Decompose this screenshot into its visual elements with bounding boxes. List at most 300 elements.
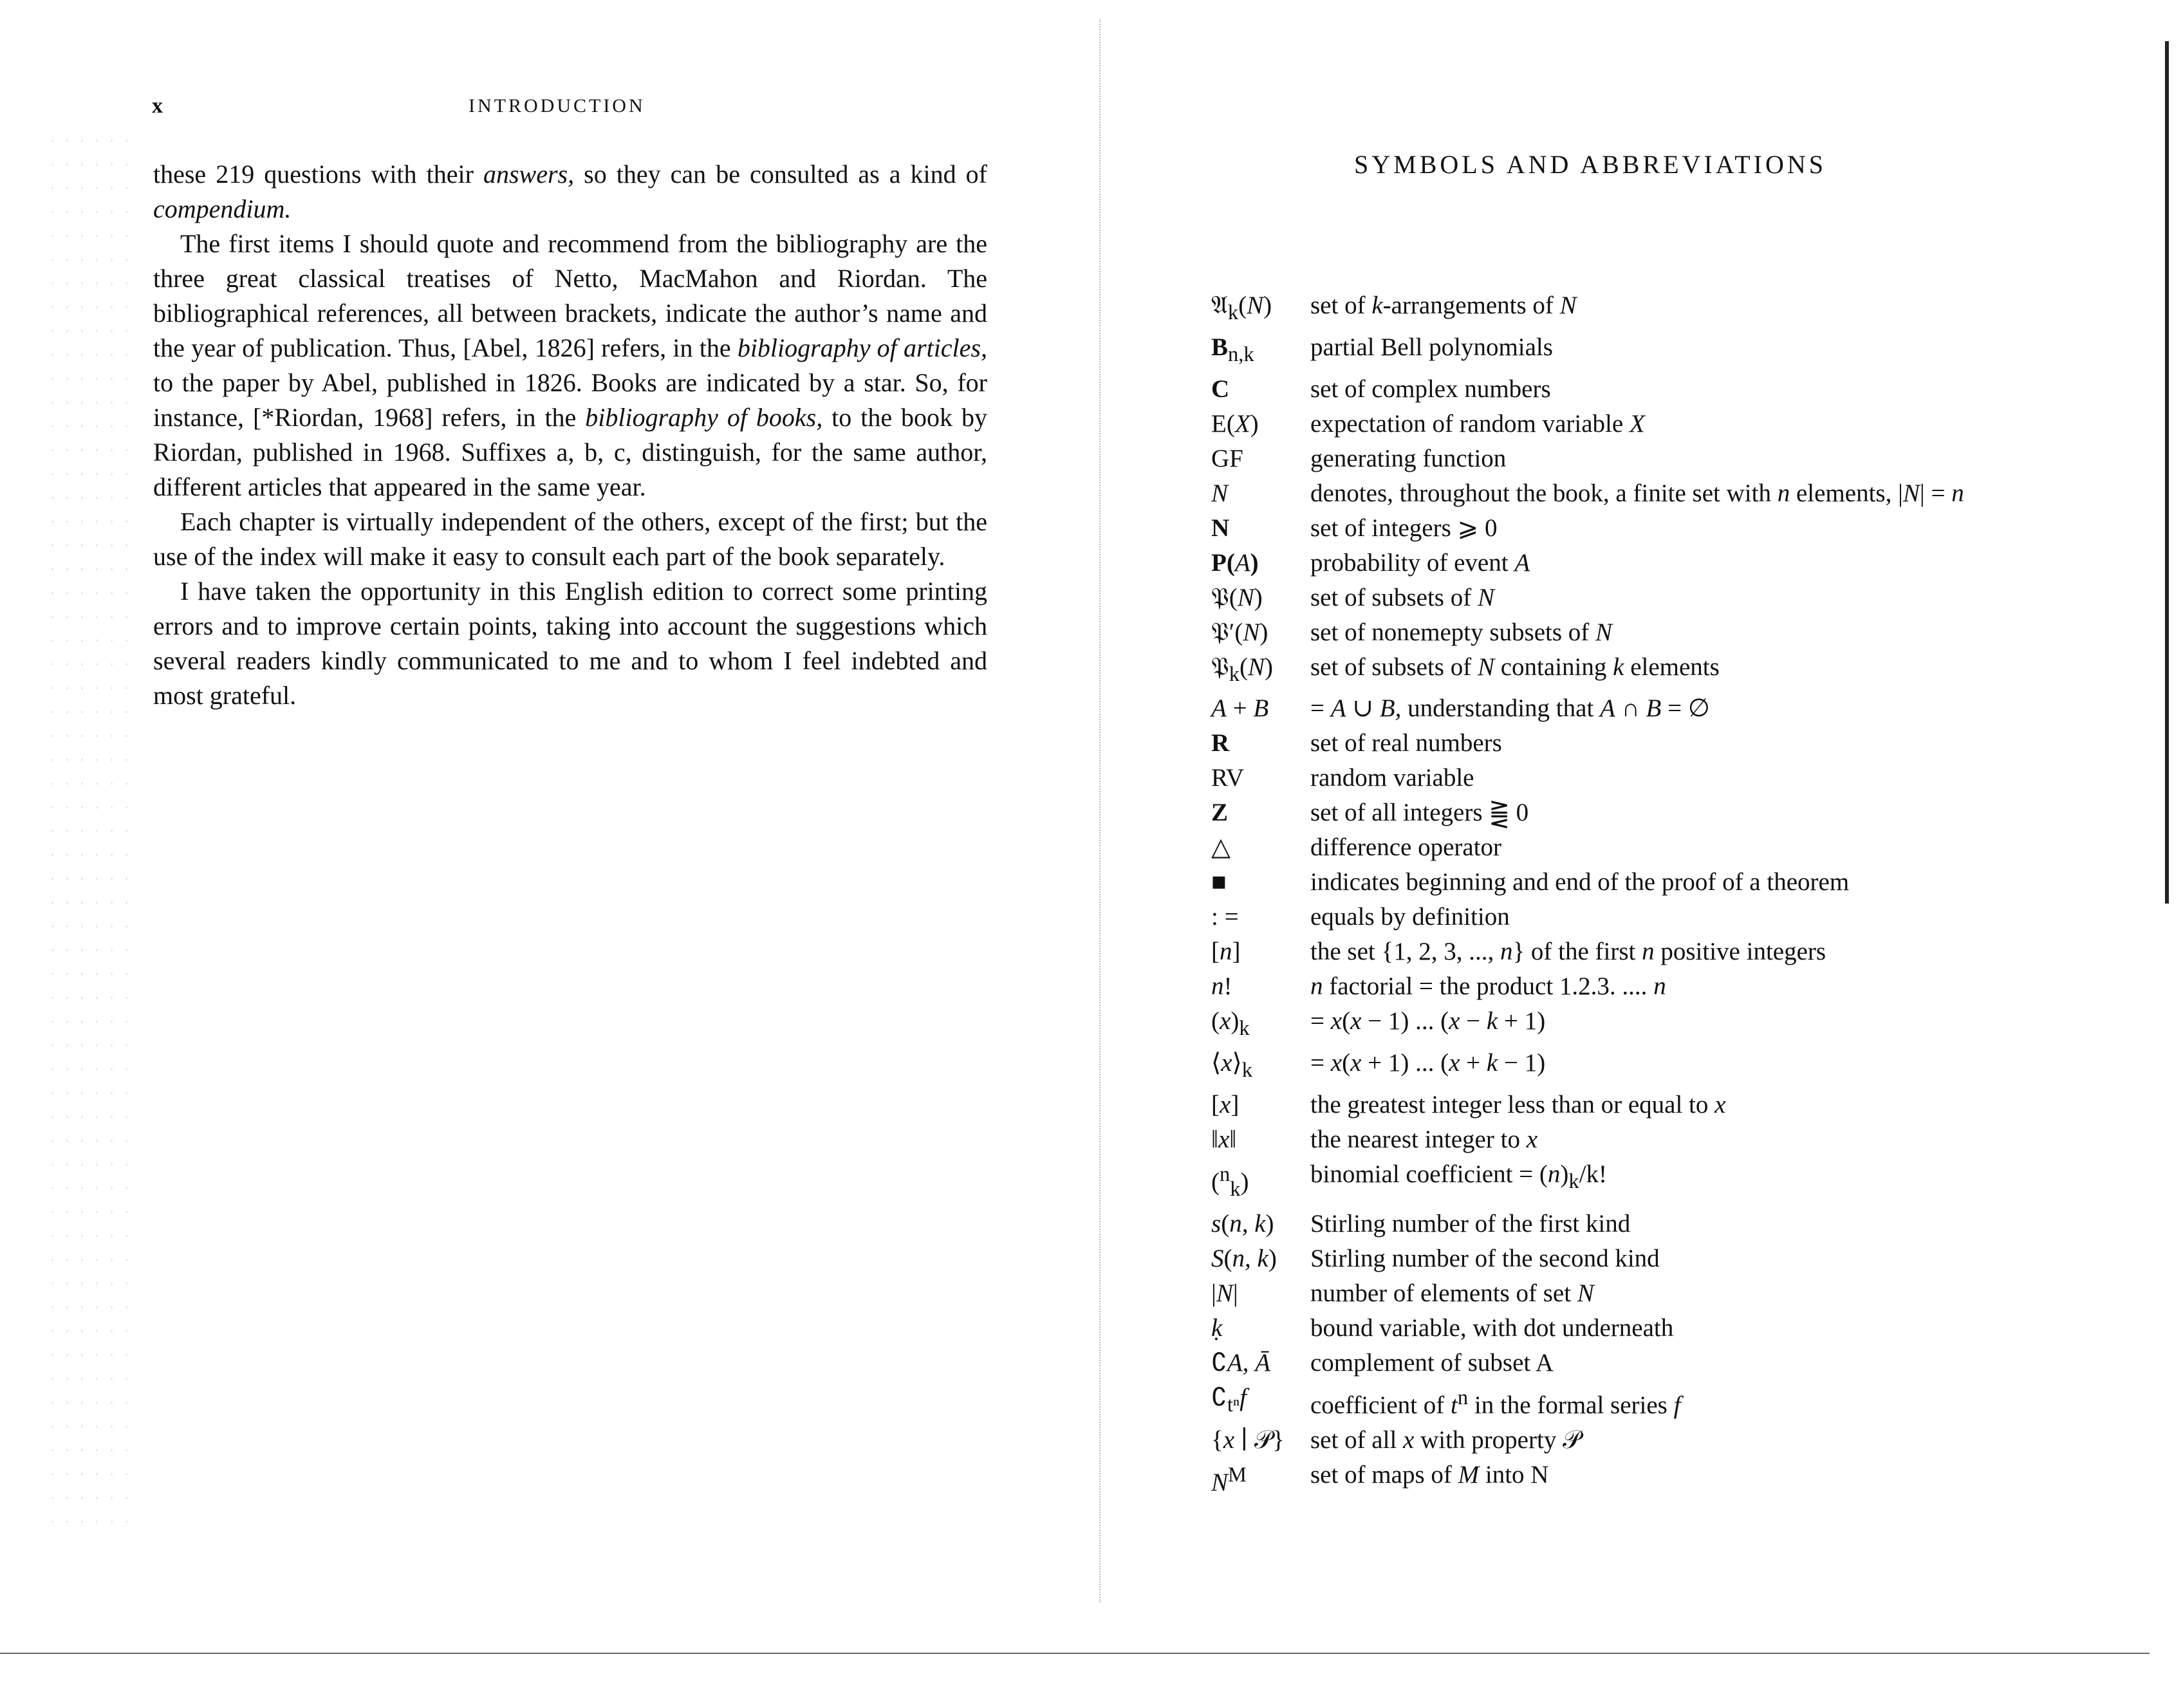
- page-edge: [2165, 41, 2169, 904]
- symbol-row: [1209, 1458, 1964, 1500]
- symbol-definition: [1310, 1458, 1964, 1500]
- text-run: the greatest integer less than or equal to: [1310, 1090, 1715, 1119]
- text-run: 𝔓(: [1211, 583, 1238, 611]
- symbol: [1209, 372, 1310, 407]
- text-run: x: [1223, 1425, 1235, 1454]
- symbols-table: [1209, 288, 1964, 1500]
- text-run: x: [1220, 1090, 1231, 1119]
- text-run: R: [1211, 729, 1230, 757]
- text-run: understanding that: [1401, 694, 1601, 723]
- symbol: [1209, 934, 1310, 969]
- text-run: elements, |: [1790, 479, 1903, 507]
- symbol-definition: [1310, 1276, 1964, 1311]
- scan-bottom-edge: [0, 1653, 2150, 1654]
- text-run: X: [1629, 409, 1645, 438]
- text-run: t: [1451, 1391, 1458, 1419]
- text-run: (: [1221, 1209, 1230, 1238]
- text-run: set of real numbers: [1310, 729, 1502, 757]
- symbol-row: [1209, 1157, 1964, 1207]
- text-run: k: [1568, 1169, 1579, 1193]
- text-run: | =: [1919, 479, 1952, 507]
- symbol-row: [1209, 900, 1964, 934]
- text-run: k: [1230, 1177, 1241, 1201]
- text-run: k: [1239, 1017, 1250, 1041]
- text-run: ): [1265, 653, 1274, 681]
- section-title: SYMBOLS AND ABBREVIATIONS: [1354, 150, 1826, 179]
- text-run: [: [1211, 1090, 1220, 1119]
- symbol-row: [1209, 761, 1964, 795]
- text-run: GF: [1211, 444, 1243, 472]
- text-run: bibliography of books,: [585, 403, 823, 432]
- text-run: complement of subset A: [1310, 1348, 1554, 1377]
- text-run: x: [1330, 1007, 1342, 1035]
- text-run: =: [1310, 1049, 1331, 1077]
- text-run: f: [1240, 1383, 1247, 1411]
- text-run: +: [1460, 1049, 1487, 1077]
- text-run: probability of event: [1310, 548, 1515, 577]
- text-run: ∁: [1211, 1348, 1227, 1377]
- text-run: k: [1371, 292, 1383, 319]
- text-run: x: [1221, 1049, 1232, 1077]
- text-run: RV: [1211, 764, 1245, 792]
- text-run: s: [1211, 1209, 1222, 1238]
- text-run: to the paper by Abel, published in 1826. Books are indicated by a star. So, for instance, [*Riordan, 1968] refers, in the: [153, 368, 987, 432]
- text-run: N: [1477, 653, 1494, 681]
- text-run: n: [1951, 479, 1964, 507]
- text-run: set of all integers ⪌ 0: [1310, 799, 1529, 827]
- text-run: N: [1211, 514, 1230, 542]
- right-page: [1094, 0, 2183, 1673]
- text-run: /k!: [1579, 1160, 1607, 1188]
- text-run: N: [1247, 292, 1264, 319]
- text-run: 𝔄: [1211, 292, 1228, 319]
- text-run: N: [1595, 618, 1613, 646]
- text-run: ): [1265, 1209, 1274, 1238]
- text-run: B,: [1379, 694, 1402, 723]
- text-run: B: [1211, 333, 1229, 361]
- symbol-definition: [1310, 691, 1964, 726]
- text-run: The first items I should quote and recommend from the bibliography are the three great classical treatises of Netto, MacMahon and Riordan. The bibliographical references, all between brackets, indicate the author’s name and the year of publication. Thus, [Abel, 1826] refers, in the: [153, 229, 987, 362]
- symbol-row: [1209, 372, 1964, 407]
- symbol: [1209, 900, 1310, 934]
- symbol: [1209, 1157, 1310, 1207]
- text-run: k: [1486, 1049, 1498, 1077]
- text-run: (: [1211, 1167, 1220, 1196]
- symbol-definition: [1310, 1346, 1964, 1380]
- symbol-row: [1209, 580, 1964, 615]
- symbol: [1209, 1276, 1310, 1311]
- text-run: x: [1330, 1049, 1342, 1077]
- text-run: Stirling number of the first kind: [1310, 1209, 1631, 1238]
- text-run: binomial coefficient = (: [1310, 1160, 1548, 1188]
- symbol-row: [1209, 441, 1964, 476]
- symbol: [1209, 476, 1310, 511]
- text-run: ∁: [1211, 1383, 1227, 1411]
- text-run: 𝔓′(: [1211, 618, 1243, 646]
- symbol: [1209, 1423, 1310, 1458]
- text-run: containing: [1494, 653, 1613, 681]
- text-run: set of all: [1310, 1425, 1404, 1454]
- text-run: n: [1500, 938, 1513, 966]
- symbol-definition: [1310, 511, 1964, 546]
- text-run: k: [1486, 1007, 1498, 1035]
- symbol-row: [1209, 511, 1964, 546]
- symbol-definition: [1310, 288, 1964, 330]
- symbol-definition: [1310, 650, 1964, 692]
- text-run: N: [1477, 583, 1494, 611]
- text-run: to the book by Riordan, published in 1968. Suffixes a, b, c, distinguish, for the same author, different articles that appeared in the same year.: [153, 403, 987, 501]
- text-run: set of integers ⩾ 0: [1310, 514, 1498, 542]
- text-run: N: [1243, 618, 1260, 646]
- text-run: x: [1526, 1125, 1538, 1153]
- text-run: (: [1238, 292, 1247, 319]
- symbol-row: [1209, 691, 1964, 726]
- text-run: (: [1342, 1007, 1351, 1035]
- symbol-row: [1209, 1346, 1964, 1380]
- symbol: [1209, 691, 1310, 726]
- text-run: ■: [1211, 868, 1227, 896]
- text-run: ): [1263, 292, 1272, 319]
- symbol-definition: [1310, 1088, 1964, 1122]
- symbol: [1209, 865, 1310, 900]
- text-run: factorial = the product 1.2.3. ....: [1323, 972, 1654, 1001]
- text-run: n, k: [1232, 1244, 1268, 1272]
- symbol-row: [1209, 330, 1964, 372]
- symbols-table-body: [1209, 288, 1964, 1500]
- text-run: x: [1350, 1049, 1362, 1077]
- text-run: Stirling number of the second kind: [1310, 1244, 1660, 1272]
- symbol: [1209, 1346, 1310, 1380]
- symbol-row: [1209, 1046, 1964, 1088]
- text-run: M: [1458, 1460, 1480, 1489]
- symbol: [1209, 1207, 1310, 1241]
- text-run: (: [1211, 1007, 1220, 1035]
- symbol-row: [1209, 615, 1964, 650]
- text-run: − 1): [1498, 1049, 1546, 1077]
- text-run: difference operator: [1310, 833, 1502, 862]
- text-run: ): [1250, 548, 1259, 577]
- text-run: ⟨: [1211, 1049, 1222, 1077]
- text-run: S: [1211, 1244, 1224, 1272]
- text-run: =: [1310, 694, 1331, 723]
- text-run: = ∅: [1661, 694, 1710, 723]
- text-run: N: [1248, 653, 1265, 681]
- left-page: [0, 0, 1094, 1673]
- text-run: !: [1223, 972, 1232, 1001]
- text-run: N: [1211, 479, 1229, 507]
- text-run: k: [1227, 301, 1239, 324]
- symbol: [1209, 1380, 1310, 1423]
- symbol: [1209, 1311, 1310, 1346]
- text-run: k: [1613, 653, 1624, 681]
- text-run: ): [1268, 1244, 1277, 1272]
- text-run: tⁿ: [1227, 1393, 1240, 1416]
- text-run: n: [1777, 479, 1790, 507]
- symbol-definition: [1310, 761, 1964, 795]
- symbol-row: [1209, 1311, 1964, 1346]
- symbol: [1209, 330, 1310, 372]
- symbol: [1209, 407, 1310, 441]
- text-run: A: [1514, 548, 1530, 577]
- symbol-definition: [1310, 1423, 1964, 1458]
- symbol: [1209, 761, 1310, 795]
- text-run: =: [1310, 1007, 1331, 1035]
- text-run: |: [1232, 1279, 1238, 1307]
- symbol-row: [1209, 476, 1964, 511]
- text-run: bound variable, with dot underneath: [1310, 1313, 1674, 1342]
- symbol-row: [1209, 1207, 1964, 1241]
- text-run: n: [1653, 972, 1666, 1001]
- paragraph-chapters: [153, 505, 987, 574]
- text-run: ): [1240, 1167, 1249, 1196]
- symbol: [1209, 969, 1310, 1004]
- symbol-row: [1209, 830, 1964, 865]
- text-run: equals by definition: [1310, 903, 1510, 931]
- text-run: ): [1231, 1007, 1240, 1035]
- text-run: ): [1250, 409, 1259, 438]
- text-run: n: [1642, 938, 1655, 966]
- symbol-row: [1209, 1380, 1964, 1423]
- symbol-definition: [1310, 1311, 1964, 1346]
- symbol-row: [1209, 407, 1964, 441]
- symbol: [1209, 1088, 1310, 1122]
- text-run: − 1) ... (: [1361, 1007, 1449, 1035]
- text-run: generating function: [1310, 444, 1507, 472]
- text-run: I have taken the opportunity in this English edition to correct some printing errors and to improve certain points, taking into account the suggestions which several readers kindly communicated to me and to whom I feel indebted and most grateful.: [153, 577, 987, 710]
- symbol: [1209, 580, 1310, 615]
- text-run: B: [1646, 694, 1662, 723]
- text-run: A: [1600, 694, 1615, 723]
- text-run: {: [1211, 1425, 1223, 1454]
- text-run: x: [1218, 1125, 1230, 1153]
- symbol: [1209, 441, 1310, 476]
- text-run: coefficient of: [1310, 1391, 1451, 1419]
- text-run: N: [1237, 583, 1254, 611]
- text-run: the set {1, 2, 3, ...,: [1310, 938, 1500, 966]
- text-run: set of subsets of: [1310, 653, 1478, 681]
- symbol: [1209, 1004, 1310, 1046]
- text-run: ‖: [1211, 1125, 1218, 1153]
- symbol: [1209, 511, 1310, 546]
- text-run: k: [1229, 662, 1240, 686]
- text-run: (: [1240, 653, 1249, 681]
- text-run: N: [1216, 1279, 1233, 1307]
- text-run: with property 𝒫: [1414, 1425, 1581, 1454]
- page-number: x: [152, 94, 163, 118]
- text-run: x: [1714, 1090, 1726, 1119]
- text-run: A: [1211, 694, 1227, 723]
- text-run: ⟩: [1232, 1049, 1242, 1077]
- text-run: set of: [1310, 292, 1372, 319]
- symbol-definition: [1310, 1207, 1964, 1241]
- text-run: f: [1673, 1391, 1681, 1419]
- symbol-row: [1209, 1423, 1964, 1458]
- symbol-row: [1209, 1088, 1964, 1122]
- symbol-definition: [1310, 934, 1964, 969]
- text-run: the nearest integer to: [1310, 1125, 1527, 1153]
- text-run: n, k: [1229, 1209, 1266, 1238]
- text-run: into N: [1479, 1460, 1549, 1489]
- text-run: n: [1547, 1160, 1561, 1188]
- text-run: Z: [1211, 799, 1229, 827]
- symbol-definition: [1310, 726, 1964, 761]
- text-run: so they can be consulted as a kind of: [574, 160, 987, 189]
- symbol-row: [1209, 650, 1964, 692]
- symbol-definition: [1310, 407, 1964, 441]
- text-run: random variable: [1310, 764, 1474, 792]
- text-run: set of nonemepty subsets of: [1310, 618, 1596, 646]
- symbol-definition: [1310, 1380, 1964, 1423]
- text-run: △: [1211, 833, 1231, 862]
- symbol: [1209, 830, 1310, 865]
- symbol-definition: [1310, 580, 1964, 615]
- text-run: E(: [1211, 409, 1235, 438]
- text-run: x: [1220, 1007, 1231, 1035]
- symbol-row: [1209, 1122, 1964, 1157]
- text-run: +: [1226, 694, 1254, 723]
- symbol-row: [1209, 1241, 1964, 1276]
- text-run: N: [1577, 1279, 1594, 1307]
- text-run: indicates beginning and end of the proof of a theorem: [1310, 868, 1850, 896]
- symbol-row: [1209, 288, 1964, 330]
- symbol-definition: [1310, 1241, 1964, 1276]
- text-run: positive integers: [1654, 938, 1826, 966]
- symbol-definition: [1310, 476, 1964, 511]
- symbol-definition: [1310, 900, 1964, 934]
- text-run: Each chapter is virtually independent of the others, except of the first; but the use of the index will make it easy to consult each part of the book separately.: [153, 507, 987, 571]
- text-run: n: [1220, 938, 1232, 966]
- text-run: A, Ā: [1227, 1348, 1270, 1377]
- text-run: P(: [1211, 548, 1235, 577]
- text-run: } of the first: [1512, 938, 1642, 966]
- symbol-row: [1209, 546, 1964, 580]
- symbol: [1209, 615, 1310, 650]
- symbol-definition: [1310, 615, 1964, 650]
- text-run: number of elements of set: [1310, 1279, 1577, 1307]
- symbol-definition: [1310, 795, 1964, 830]
- paragraph-compendium: [153, 157, 987, 227]
- text-run: n: [1220, 1162, 1231, 1186]
- symbol: [1209, 726, 1310, 761]
- text-run: ): [1254, 583, 1263, 611]
- text-run: A: [1234, 548, 1250, 577]
- text-run: N: [1211, 1468, 1229, 1496]
- text-run: N: [1902, 479, 1920, 507]
- text-run: elements: [1624, 653, 1720, 681]
- text-run: [: [1211, 938, 1220, 966]
- text-run: bibliography of articles,: [737, 333, 987, 362]
- symbol-row: [1209, 969, 1964, 1004]
- paragraph-english-edition: [153, 574, 987, 713]
- text-run: denotes, throughout the book, a finite set with: [1310, 479, 1778, 507]
- text-run: A: [1330, 694, 1346, 723]
- text-run: n: [1457, 1386, 1469, 1409]
- text-run: expectation of random variable: [1310, 409, 1630, 438]
- text-run: (: [1223, 1244, 1232, 1272]
- text-run: n,k: [1228, 342, 1254, 366]
- text-run: n: [1211, 972, 1224, 1001]
- symbol: [1209, 650, 1310, 692]
- text-run: −: [1460, 1007, 1487, 1035]
- text-run: : =: [1211, 903, 1239, 931]
- text-run: -arrangements of: [1382, 292, 1560, 319]
- symbol-definition: [1310, 969, 1964, 1004]
- text-run: in the formal series: [1468, 1391, 1674, 1419]
- symbol-definition: [1310, 330, 1964, 372]
- text-run: C: [1211, 375, 1230, 403]
- symbol: [1209, 1458, 1310, 1500]
- symbol-definition: [1310, 372, 1964, 407]
- text-run: set of complex numbers: [1310, 375, 1551, 403]
- running-head: INTRODUCTION: [469, 95, 646, 116]
- introduction-text: [153, 157, 987, 713]
- symbol-definition: [1310, 865, 1964, 900]
- text-run: set of subsets of: [1310, 583, 1478, 611]
- text-run: + 1) ... (: [1361, 1049, 1449, 1077]
- symbol-row: [1209, 1276, 1964, 1311]
- symbol: [1209, 795, 1310, 830]
- symbol: [1209, 288, 1310, 330]
- paragraph-bibliography: [153, 227, 987, 505]
- text-run: k: [1241, 1058, 1252, 1082]
- text-run: 𝔓: [1211, 653, 1229, 681]
- symbol-definition: [1310, 1157, 1964, 1207]
- text-run: ): [1259, 618, 1268, 646]
- symbol: [1209, 1122, 1310, 1157]
- text-run: set of maps of: [1310, 1460, 1458, 1489]
- text-run: x: [1350, 1007, 1362, 1035]
- symbol: [1209, 546, 1310, 580]
- symbol: [1209, 1046, 1310, 1088]
- text-run: |: [1211, 1279, 1216, 1307]
- symbol-row: [1209, 1004, 1964, 1046]
- text-run: (: [1342, 1049, 1351, 1077]
- text-run: + 1): [1498, 1007, 1546, 1035]
- text-run: ]: [1231, 1090, 1240, 1119]
- text-run: ∣ 𝒫}: [1234, 1425, 1285, 1454]
- symbol-definition: [1310, 1004, 1964, 1046]
- text-run: these 219 questions with their: [153, 160, 483, 189]
- symbol-definition: [1310, 441, 1964, 476]
- text-run: ): [1560, 1160, 1569, 1188]
- text-run: N: [1559, 292, 1577, 319]
- text-run: X: [1234, 409, 1250, 438]
- text-run: compendium.: [153, 194, 292, 223]
- text-run: answers,: [483, 160, 575, 189]
- text-run: ]: [1232, 938, 1241, 966]
- text-run: n: [1310, 972, 1323, 1001]
- text-run: x: [1403, 1425, 1415, 1454]
- text-run: x: [1449, 1007, 1460, 1035]
- symbol-row: [1209, 726, 1964, 761]
- text-run: ‖: [1229, 1125, 1237, 1153]
- symbol-row: [1209, 865, 1964, 900]
- symbol-definition: [1310, 1122, 1964, 1157]
- symbol-definition: [1310, 1046, 1964, 1088]
- text-run: M: [1228, 1463, 1247, 1487]
- symbol-row: [1209, 934, 1964, 969]
- text-run: ∪: [1346, 694, 1380, 723]
- text-run: B: [1253, 694, 1269, 723]
- text-run: x: [1449, 1049, 1460, 1077]
- symbol-definition: [1310, 830, 1964, 865]
- text-run: partial Bell polynomials: [1310, 333, 1553, 361]
- symbol-row: [1209, 795, 1964, 830]
- symbol: [1209, 1241, 1310, 1276]
- text-run: ḳ: [1211, 1313, 1223, 1342]
- symbol-definition: [1310, 546, 1964, 580]
- text-run: ∩: [1615, 694, 1646, 723]
